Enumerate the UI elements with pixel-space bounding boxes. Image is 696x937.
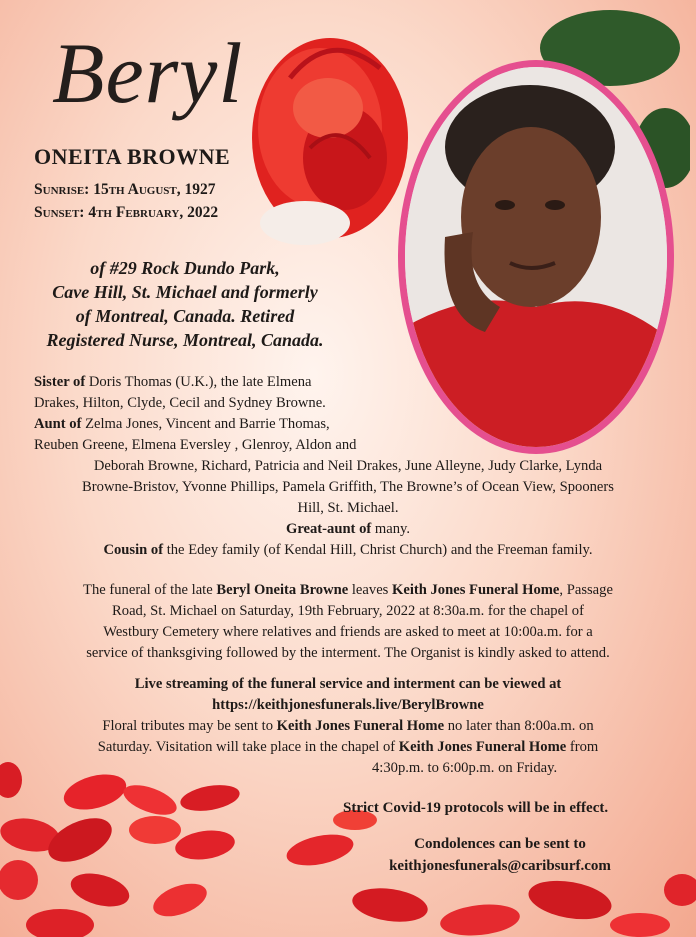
floral-text: from xyxy=(566,739,599,755)
cousin-label: Cousin of xyxy=(103,542,164,558)
address-line: Cave Hill, St. Michael and formerly xyxy=(52,282,318,302)
life-dates xyxy=(34,178,218,224)
aunt-label: Aunt of xyxy=(34,416,82,432)
condolences-label: Condolences can be sent to xyxy=(414,836,586,852)
aunt-text: Zelma Jones, Vincent and Barrie Thomas, xyxy=(81,416,330,432)
portrait-photo xyxy=(398,60,674,454)
covid-notice: Strict Covid-19 protocols will be in effect. xyxy=(343,800,609,816)
deceased-name: Beryl Oneita Browne xyxy=(216,582,349,598)
funeral-text: leaves xyxy=(348,582,392,598)
sister-line-2: Drakes, Hilton, Clyde, Cecil and Sydney Browne. xyxy=(34,395,326,411)
funeral-line-2: Road, St. Michael on Saturday, 19th February, 2022 at 8:30a.m. for the chapel of xyxy=(112,603,584,619)
address-line: of Montreal, Canada. Retired xyxy=(75,306,295,326)
aunt-line-4: Browne-Bristov, Yvonne Phillips, Pamela Griffith, The Browne’s of Ocean View, Spooners xyxy=(82,479,614,495)
address-block xyxy=(20,256,350,352)
sunrise-date: Sunrise: 15th August, 1927 xyxy=(34,181,216,198)
funeral-line-3: Westbury Cemetery where relatives and friends are asked to meet at 10:00a.m. for a xyxy=(103,624,593,640)
great-aunt-line xyxy=(0,519,696,540)
address-line: of #29 Rock Dundo Park, xyxy=(90,258,280,278)
address-line: Registered Nurse, Montreal, Canada. xyxy=(46,330,324,350)
aunt-line-3: Deborah Browne, Richard, Patricia and Neil Drakes, June Alleyne, Judy Clarke, Lynda xyxy=(93,458,603,474)
aunt-line-2: Reuben Greene, Elmena Eversley , Glenroy, Aldon and xyxy=(34,437,357,453)
funeral-home-name: Keith Jones Funeral Home xyxy=(392,582,560,598)
first-name: Beryl xyxy=(52,25,244,121)
streaming-link[interactable]: https://keithjonesfunerals.live/BerylBrowne xyxy=(212,697,484,713)
sister-label: Sister of xyxy=(34,374,86,390)
floral-text: Saturday. Visitation will take place in the chapel of xyxy=(97,739,399,755)
floral-line-3: 4:30p.m. to 6:00p.m. on Friday. xyxy=(372,760,558,776)
cousin-text: the Edey family (of Kendal Hill, Christ Church) and the Freeman family. xyxy=(163,542,593,558)
floral-text: Floral tributes may be sent to xyxy=(102,718,277,734)
floral-text: no later than 8:00a.m. on xyxy=(444,718,594,734)
funeral-line-1 xyxy=(0,580,696,601)
streaming-line-1: Live streaming of the funeral service and interment can be viewed at xyxy=(134,676,562,692)
aunt-line-1 xyxy=(34,414,330,435)
funeral-home-name: Keith Jones Funeral Home xyxy=(398,739,567,755)
cousin-line xyxy=(0,540,696,561)
funeral-text: , Passage xyxy=(559,582,613,598)
sister-line-1 xyxy=(34,372,312,393)
great-aunt-text: many. xyxy=(371,521,411,537)
sunset-date: Sunset: 4th February, 2022 xyxy=(34,204,219,221)
aunt-line-5: Hill, St. Michael. xyxy=(297,500,399,516)
sister-text: Doris Thomas (U.K.), the late Elmena xyxy=(85,374,312,390)
funeral-text: The funeral of the late xyxy=(83,582,217,598)
condolences-email[interactable]: keithjonesfunerals@caribsurf.com xyxy=(389,858,611,874)
floral-line-1 xyxy=(0,716,696,737)
funeral-home-name: Keith Jones Funeral Home xyxy=(276,718,445,734)
great-aunt-label: Great-aunt of xyxy=(285,521,372,537)
funeral-line-4: service of thanksgiving followed by the interment. The Organist is kindly asked to attend. xyxy=(86,645,610,661)
full-name: ONEITA BROWNE xyxy=(34,144,231,169)
